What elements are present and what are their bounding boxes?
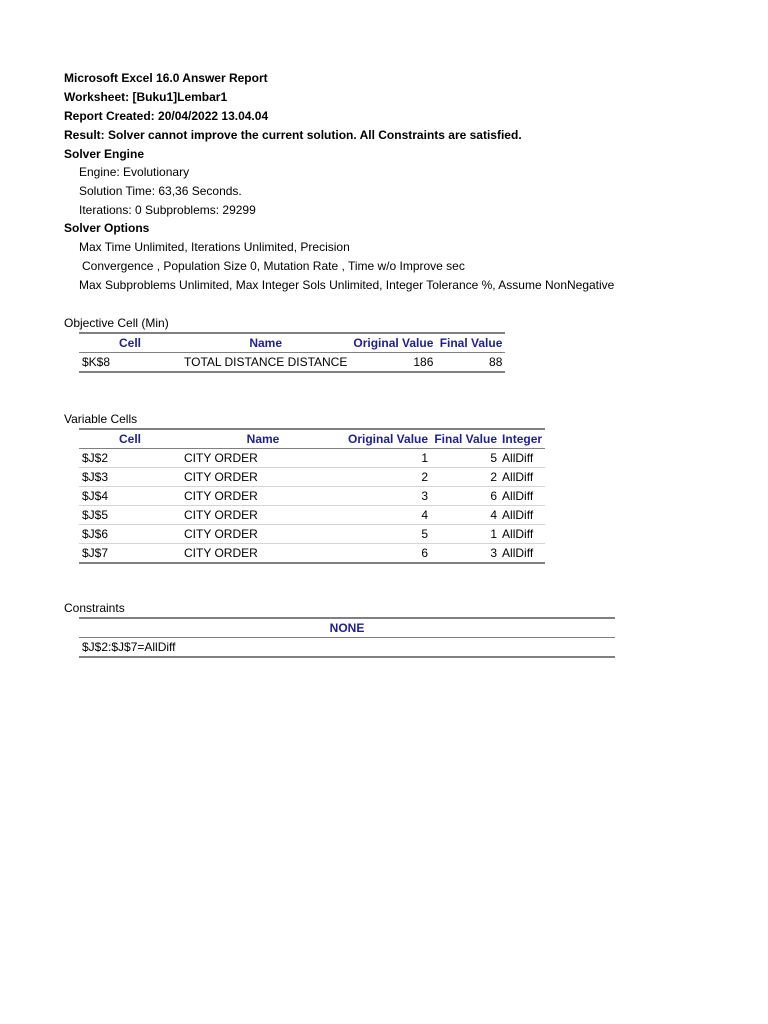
cell-ref: $J$4	[79, 487, 181, 506]
variables-table	[79, 428, 545, 564]
table-row	[79, 506, 545, 525]
table-row	[79, 487, 545, 506]
cell-name: CITY ORDER	[181, 487, 345, 506]
worksheet-line: Worksheet: [Buku1]Lembar1	[64, 90, 228, 104]
original-value: 5	[345, 525, 431, 544]
options-line-2: Convergence , Population Size 0, Mutation Rate , Time w/o Improve sec	[82, 259, 465, 273]
cell-name: CITY ORDER	[181, 449, 345, 468]
cell-ref: $K$8	[79, 353, 181, 373]
objective-heading: Objective Cell (Min)	[64, 316, 169, 330]
options-line-1: Max Time Unlimited, Iterations Unlimited, Precision	[79, 240, 350, 254]
final-value: 6	[431, 487, 500, 506]
integer-value: AllDiff	[500, 487, 545, 506]
table-row	[79, 468, 545, 487]
cell-name: CITY ORDER	[181, 544, 345, 564]
original-value: 2	[345, 468, 431, 487]
options-line-3: Max Subproblems Unlimited, Max Integer Sols Unlimited, Integer Tolerance %, Assume NonNegative	[79, 278, 615, 292]
solver-engine-heading: Solver Engine	[64, 147, 145, 161]
variables-heading: Variable Cells	[64, 412, 138, 426]
integer-value: AllDiff	[500, 525, 545, 544]
final-value: 2	[431, 468, 500, 487]
constraints-header-row	[79, 618, 615, 638]
iterations-line: Iterations: 0 Subproblems: 29299	[79, 203, 256, 217]
cell-name: CITY ORDER	[181, 506, 345, 525]
final-value: 4	[431, 506, 500, 525]
col-name-header: Name	[181, 333, 350, 353]
integer-value: AllDiff	[500, 468, 545, 487]
result-line: Result: Solver cannot improve the current solution. All Constraints are satisfied.	[64, 128, 522, 142]
original-value: 186	[350, 353, 436, 373]
solver-options-heading: Solver Options	[64, 221, 150, 235]
solution-time-line: Solution Time: 63,36 Seconds.	[79, 184, 242, 198]
original-value: 3	[345, 487, 431, 506]
final-value: 1	[431, 525, 500, 544]
variables-header-row	[79, 429, 545, 449]
constraints-none-label: NONE	[79, 618, 615, 638]
table-row	[79, 353, 505, 373]
report-title: Microsoft Excel 16.0 Answer Report	[64, 71, 268, 85]
col-original-header: Original Value	[350, 333, 436, 353]
col-original-header: Original Value	[345, 429, 431, 449]
table-row	[79, 525, 545, 544]
integer-value: AllDiff	[500, 449, 545, 468]
col-name-header: Name	[181, 429, 345, 449]
original-value: 4	[345, 506, 431, 525]
col-integer-header: Integer	[500, 429, 545, 449]
cell-name: CITY ORDER	[181, 525, 345, 544]
constraints-heading: Constraints	[64, 601, 125, 615]
objective-header-row	[79, 333, 505, 353]
cell-name: TOTAL DISTANCE DISTANCE	[181, 353, 350, 373]
original-value: 6	[345, 544, 431, 564]
objective-table	[79, 332, 505, 373]
constraint-expression: $J$2:$J$7=AllDiff	[79, 638, 615, 658]
cell-ref: $J$5	[79, 506, 181, 525]
engine-line: Engine: Evolutionary	[79, 165, 190, 179]
col-cell-header: Cell	[79, 333, 181, 353]
col-final-header: Final Value	[436, 333, 505, 353]
col-final-header: Final Value	[431, 429, 500, 449]
report-created-line: Report Created: 20/04/2022 13.04.04	[64, 109, 269, 123]
table-row	[79, 638, 615, 658]
final-value: 88	[436, 353, 505, 373]
constraints-table	[79, 617, 615, 658]
table-row	[79, 544, 545, 564]
integer-value: AllDiff	[500, 544, 545, 564]
integer-value: AllDiff	[500, 506, 545, 525]
col-cell-header: Cell	[79, 429, 181, 449]
cell-ref: $J$2	[79, 449, 181, 468]
table-row	[79, 449, 545, 468]
cell-ref: $J$3	[79, 468, 181, 487]
final-value: 3	[431, 544, 500, 564]
final-value: 5	[431, 449, 500, 468]
cell-name: CITY ORDER	[181, 468, 345, 487]
original-value: 1	[345, 449, 431, 468]
cell-ref: $J$6	[79, 525, 181, 544]
cell-ref: $J$7	[79, 544, 181, 564]
